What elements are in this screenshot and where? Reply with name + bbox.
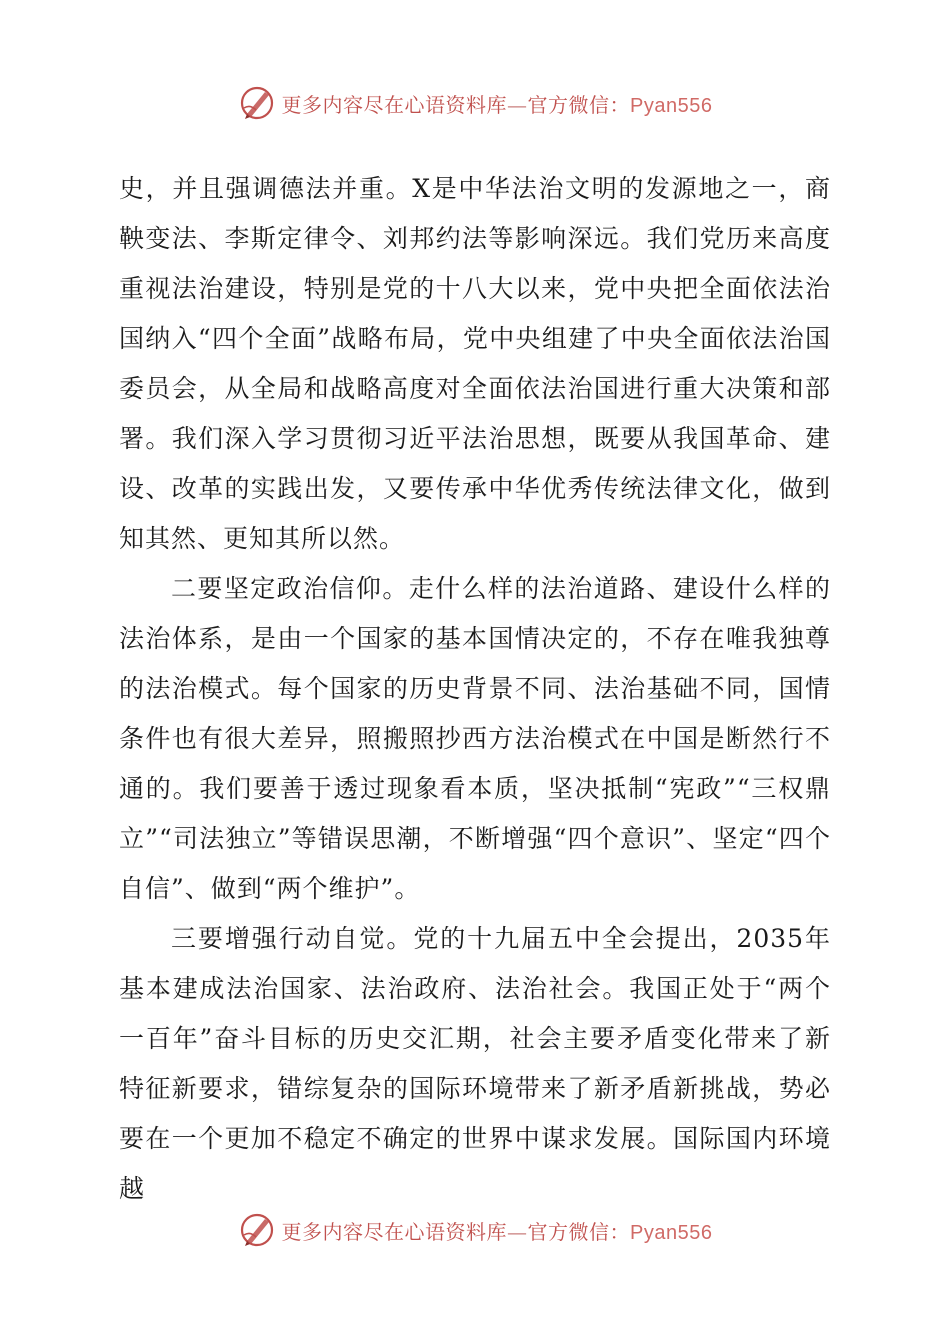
footer-banner-inner [238, 1211, 713, 1249]
header-banner-text [282, 89, 713, 118]
pen-logo-icon [238, 84, 276, 122]
paragraph-3: 三要增强行动自觉。党的十九届五中全会提出，2035年基本建成法治国家、法治政府、法治社会。我国正处于“两个一百年”奋斗目标的历史交汇期，社会主要矛盾变化带来了新特征新要求，错综复杂的国际环境带来了新矛盾新挑战，势必要在一个更加不稳定不确定的世界中谋求发展。国际国内环境越 [119, 924, 831, 1203]
header-banner-inner [238, 84, 713, 122]
header-banner [0, 83, 950, 123]
pen-logo-icon [238, 1211, 276, 1249]
banner-account-id: Pyan556 [630, 94, 713, 117]
banner-prefix: 更多内容尽在心语资料库 [281, 1219, 508, 1244]
footer-banner-text [282, 1216, 713, 1245]
paragraph-2: 二要坚定政治信仰。走什么样的法治道路、建设什么样的法治体系，是由一个国家的基本国情决定的，不存在唯我独尊的法治模式。每个国家的历史背景不同、法治基础不同，国情条件也有很大差异，照搬照抄西方法治模式在中国是断然行不通的。我们要善于透过现象看本质，坚决抵制“宪政”“三权鼎立”“司法独立”等错误思潮，不断增强“四个意识”、坚定“四个自信”、做到“两个维护”。 [119, 574, 831, 903]
banner-prefix: 更多内容尽在心语资料库 [281, 92, 508, 117]
banner-separator: — [507, 92, 528, 117]
footer-banner [0, 1210, 950, 1250]
banner-account-label: 官方微信： [527, 92, 631, 117]
banner-account-label: 官方微信： [527, 1219, 631, 1244]
document-body [119, 164, 831, 1214]
paragraph-1: 史，并且强调德法并重。X是中华法治文明的发源地之一，商鞅变法、李斯定律令、刘邦约法等影响深远。我们党历来高度重视法治建设，特别是党的十八大以来，党中央把全面依法治国纳入“四个全面”战略布局，党中央组建了中央全面依法治国委员会，从全局和战略高度对全面依法治国进行重大决策和部署。我们深入学习贯彻习近平法治思想，既要从我国革命、建设、改革的实践出发，又要传承中华优秀传统法律文化，做到知其然、更知其所以然。 [119, 174, 831, 553]
banner-account-id: Pyan556 [630, 1221, 713, 1244]
banner-separator: — [507, 1219, 528, 1244]
